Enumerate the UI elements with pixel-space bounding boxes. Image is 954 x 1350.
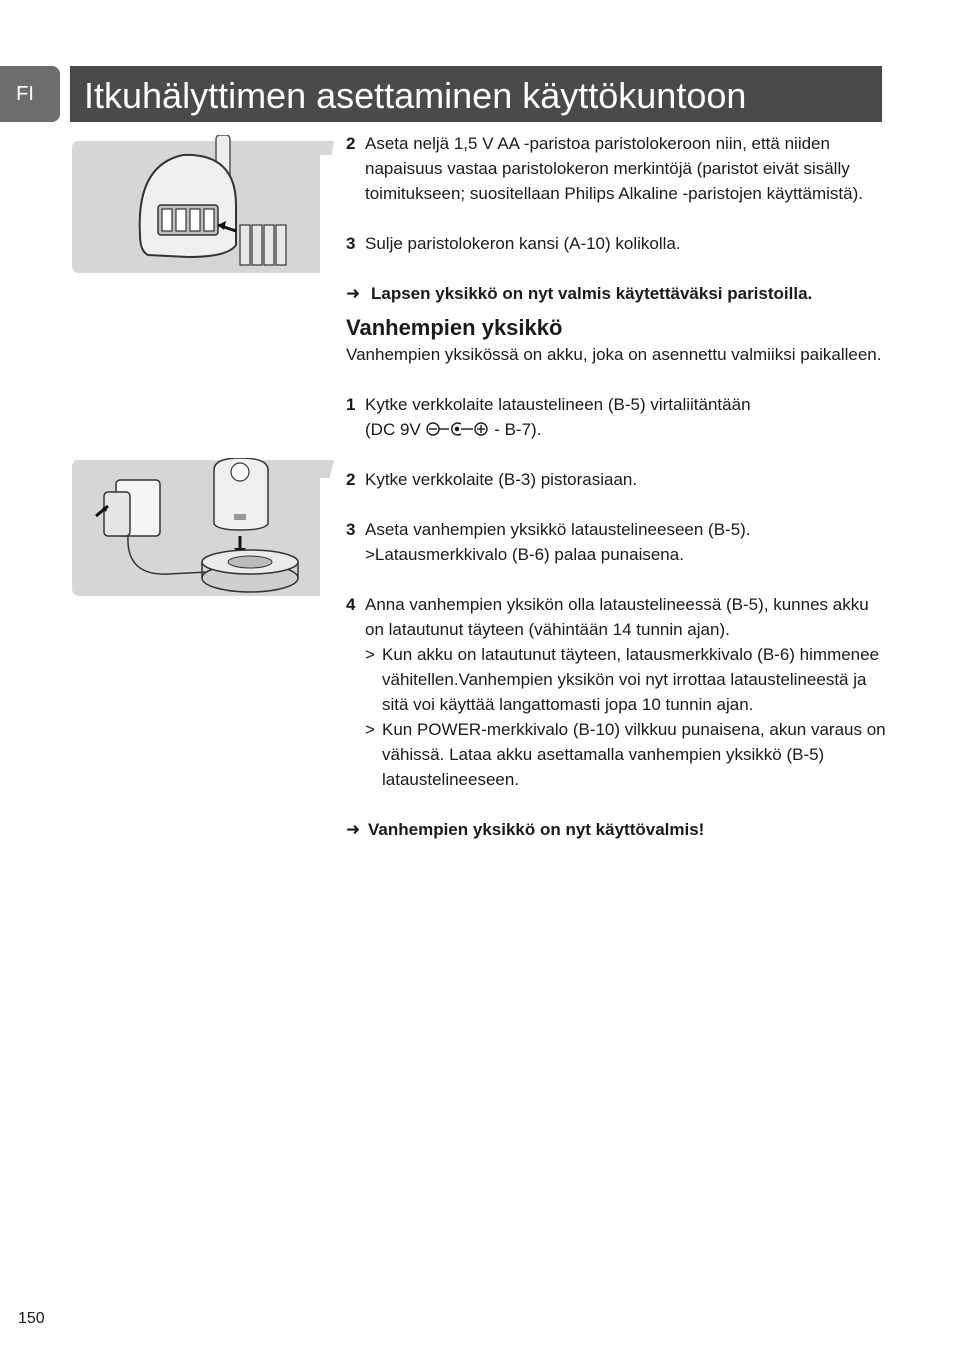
arrow-icon: ➜ xyxy=(346,820,361,839)
arrow-icon: ➜ xyxy=(346,284,361,303)
section-intro: Vanhempien yksikössä on akku, joka on asennettu valmiiksi paikalleen. xyxy=(346,345,882,364)
step-subtext: >Latausmerkkivalo (B-6) palaa punaisena. xyxy=(365,545,684,564)
step-number: 1 xyxy=(346,395,356,414)
step-number: 2 xyxy=(346,470,356,489)
step-number: 4 xyxy=(346,595,356,614)
page-title: Itkuhälyttimen asettaminen käyttökuntoon xyxy=(70,66,882,122)
sub-text: Kun POWER-merkkivalo (B-10) vilkkuu punaisena, akun varaus on vähissä. Lataa akku asettamalla vanhempien yksikkö (B-5) lataustelineeseen. xyxy=(382,720,886,789)
step-number: 3 xyxy=(346,520,356,539)
baby-unit-result xyxy=(346,281,886,306)
sub-text: Kun akku on latautunut täyteen, latausmerkkivalo (B-6) himmenee vähitellen.Vanhempien yksikön voi nyt irrottaa lataustelineestä ja sitä voi käyttää langattomasti jopa 10 tunnin ajan. xyxy=(382,645,880,714)
parent-unit-result xyxy=(346,817,886,842)
dc-polarity-icon xyxy=(425,421,489,437)
step-text-dc: (DC 9V xyxy=(365,420,421,439)
language-tab: FI xyxy=(0,66,60,122)
step-text: Anna vanhempien yksikön olla lataustelineessä (B-5), kunnes akku on latautunut täyteen (vähintään 14 tunnin ajan). xyxy=(365,595,869,639)
step-number: 2 xyxy=(346,134,356,153)
step-text: Aseta neljä 1,5 V AA -paristoa paristolokeroon niin, että niiden napaisuus vastaa paristolokeron merkintöjä (paristot eivät sisälly toimitukseen; suositellaan Philips Alkaline -paristojen käyttämistä). xyxy=(365,134,863,203)
step-text: Sulje paristolokeron kansi (A-10) kolikolla. xyxy=(365,234,681,253)
result-text: Lapsen yksikkö on nyt valmis käytettäväksi paristoilla. xyxy=(371,284,813,303)
instructions-content xyxy=(346,131,886,842)
step-text: Kytke verkkolaite lataustelineen (B-5) virtaliitäntään xyxy=(365,395,751,414)
step-text: Aseta vanhempien yksikkö lataustelineeseen (B-5). xyxy=(365,520,751,539)
step-text: Kytke verkkolaite (B-3) pistorasiaan. xyxy=(365,470,638,489)
result-text: Vanhempien yksikkö on nyt käyttövalmis! xyxy=(368,820,705,839)
step-sub-item xyxy=(365,717,886,792)
parent-step-3 xyxy=(346,517,886,567)
parent-step-1 xyxy=(346,392,886,442)
parent-step-2 xyxy=(346,467,886,492)
step-number: 3 xyxy=(346,234,356,253)
charger-illustration xyxy=(68,458,334,600)
sub-marker: > xyxy=(365,645,375,664)
battery-insert-illustration xyxy=(68,135,334,277)
baby-step-3 xyxy=(346,231,886,256)
step-sub-item xyxy=(365,642,886,717)
step-text-ref: - B-7). xyxy=(494,420,542,439)
baby-step-2 xyxy=(346,131,886,206)
sub-marker: > xyxy=(365,720,375,739)
section-heading: Vanhempien yksikkö xyxy=(346,315,563,340)
parent-step-4 xyxy=(346,592,886,792)
page-number: 150 xyxy=(18,1310,45,1327)
